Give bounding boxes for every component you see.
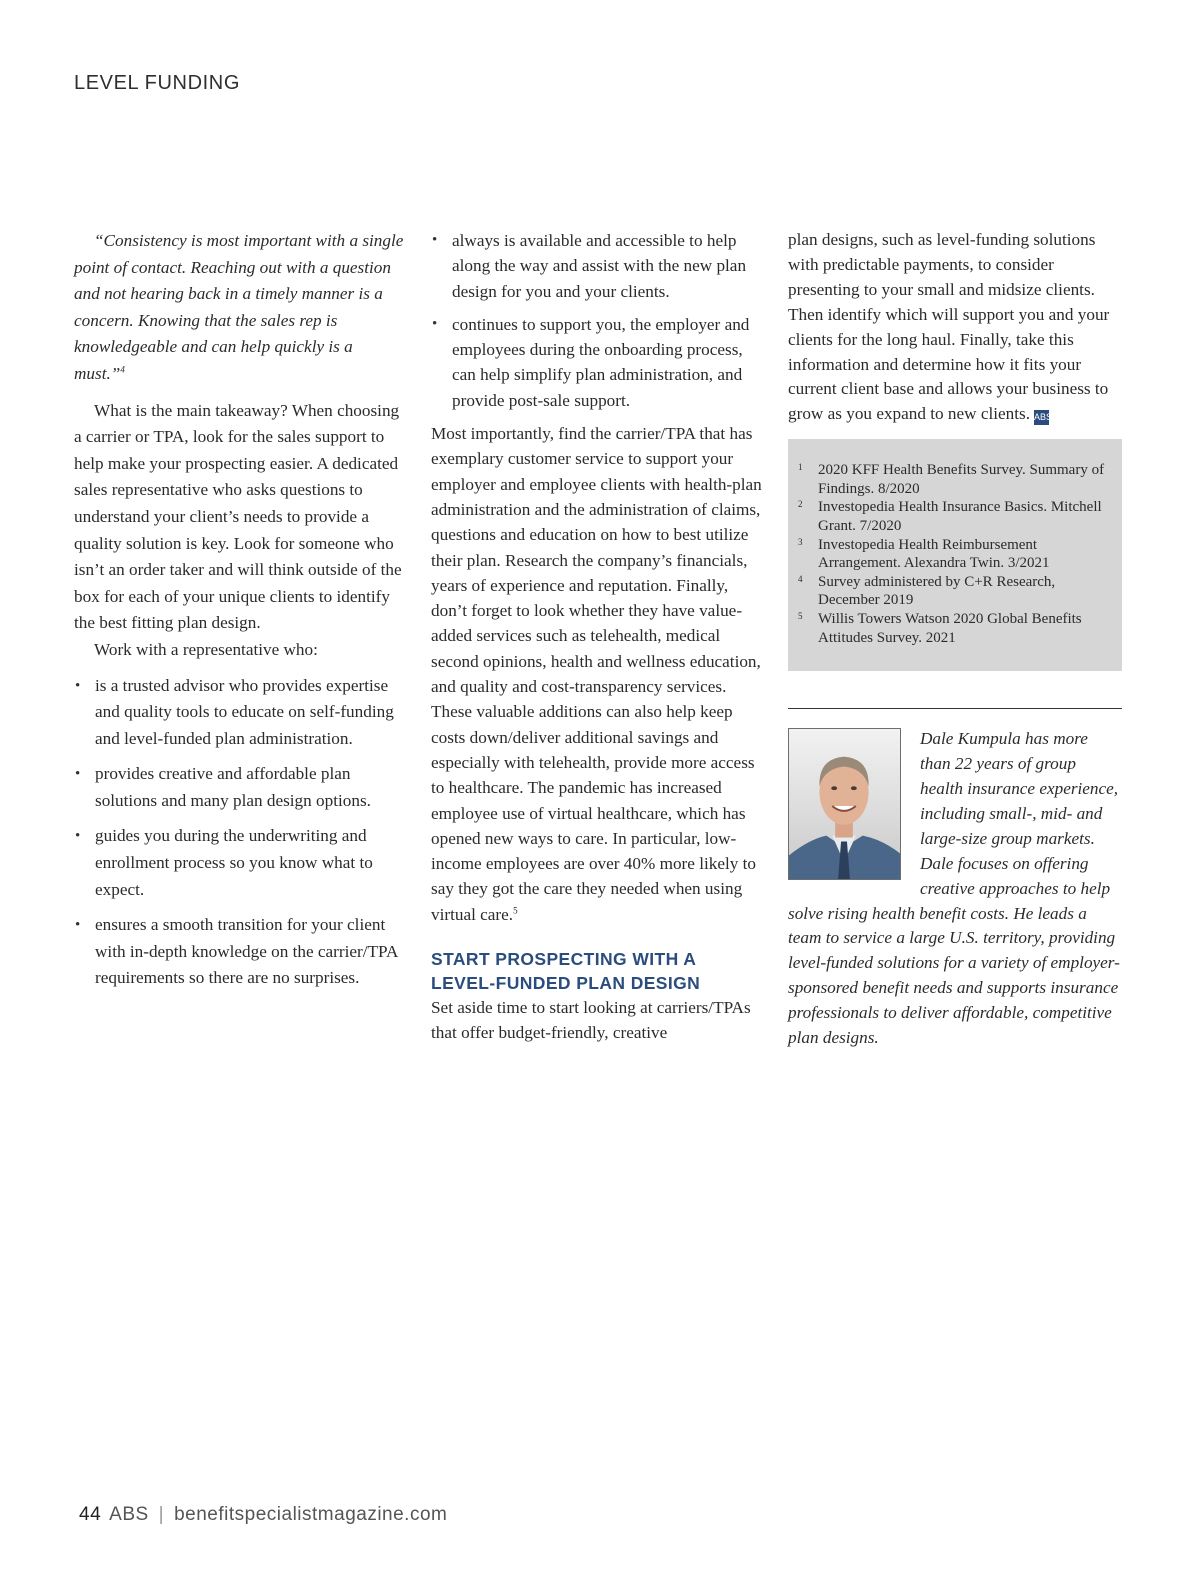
page-number: 44 bbox=[79, 1504, 102, 1525]
author-bio bbox=[788, 727, 1122, 1051]
publication-name: ABS bbox=[109, 1504, 149, 1525]
footnote bbox=[798, 536, 1112, 573]
column-3 bbox=[788, 228, 1122, 1051]
section-label: LEVEL FUNDING bbox=[74, 72, 240, 94]
list-item: • guides you during the underwriting and enrollment process so you know what to expect. bbox=[74, 823, 404, 903]
list-item: • continues to support you, the employer and employees during the onboarding process, can help simplify plan administration, and provide post-sale support. bbox=[431, 312, 763, 413]
footnote-text: 2020 KFF Health Benefits Survey. Summary of Findings. 8/2020 bbox=[818, 462, 1105, 497]
body-paragraph bbox=[431, 421, 763, 927]
list-item: • ensures a smooth transition for your client with in-depth knowledge on the carrier/TPA requirements so there are no surprises. bbox=[74, 912, 404, 992]
footer-separator: | bbox=[158, 1504, 165, 1525]
website-link[interactable]: benefitspecialistmagazine.com bbox=[174, 1504, 448, 1525]
footnote-text: Investopedia Health Insurance Basics. Mitchell Grant. 7/2020 bbox=[818, 499, 1102, 535]
page-footer bbox=[79, 1504, 447, 1526]
divider bbox=[788, 708, 1122, 709]
list-item: • always is available and accessible to help along the way and assist with the new plan design for you and your clients. bbox=[431, 228, 763, 304]
footnote bbox=[798, 461, 1112, 498]
body-paragraph: Work with a representative who: bbox=[94, 639, 318, 659]
body-text: Most importantly, find the carrier/TPA that has exemplary customer service to support your employer and employee clients with health-plan administration and the administration of claims, questions and education on how to best utilize their plan. Research the company’s financials, years of experience and reputation. Finally, don’t forget to look whether they have value-added services such as telehealth, medical second opinions, health and wellness education, and quality and cost-transparency services. These valuable additions can also help keep costs down/deliver additional savings and especially with telehealth, provide more access to healthcare. The pandemic has increased employee use of virtual healthcare, which has opened new ways to care. In particular, low-income employees are over 40% more likely to say they got the care they needed when using virtual care. bbox=[431, 424, 762, 924]
footnote-text: Survey administered by C+R Research, December 2019 bbox=[818, 573, 1056, 609]
footnote-number: 5 bbox=[798, 611, 803, 621]
bullet-list bbox=[74, 673, 404, 993]
footnote bbox=[798, 610, 1112, 647]
body-paragraph: What is the main takeaway? When choosing a carrier or TPA, look for the sales support to help make your prospecting easier. A dedicated sales representative who asks questions to understand your client’s needs to provide a quality solution is key. Look for someone who isn’t an order taker and will think outside of the box for each of your unique clients to identify the best fitting plan design. bbox=[74, 400, 402, 633]
column-2 bbox=[431, 228, 763, 1046]
footnote-ref: 5 bbox=[513, 904, 518, 915]
pull-quote bbox=[74, 228, 404, 388]
list-item: • provides creative and affordable plan solutions and many plan design options. bbox=[74, 761, 404, 814]
body-paragraph bbox=[788, 228, 1122, 427]
footnote-text: Investopedia Health Reimbursement Arrangement. Alexandra Twin. 3/2021 bbox=[818, 536, 1050, 572]
body-paragraph: Set aside time to start looking at carriers/TPAs that offer budget-friendly, creative bbox=[431, 998, 751, 1043]
footnote-text: Willis Towers Watson 2020 Global Benefits Attitudes Survey. 2021 bbox=[818, 611, 1082, 646]
footnote-number: 2 bbox=[798, 499, 803, 510]
footnote-number: 4 bbox=[798, 573, 803, 584]
bullet-list bbox=[431, 228, 763, 413]
footnote-number: 3 bbox=[798, 536, 803, 547]
end-mark-icon: ABS bbox=[1034, 410, 1049, 425]
footnote bbox=[798, 498, 1112, 535]
author-photo bbox=[788, 728, 901, 880]
body-text: plan designs, such as level-funding solutions with predictable payments, to consider presenting to your small and midsize clients. Then identify which will support you and your clients for the long haul. Finally, take this information and determine how it fits your current client base and allows your business to grow as you expand to new clients. bbox=[788, 230, 1110, 424]
list-item: • is a trusted advisor who provides expertise and quality tools to educate on self-funding and level-funded plan administration. bbox=[74, 673, 404, 753]
author-bio-text: Dale Kumpula has more than 22 years of group health insurance experience, including small-, mid- and large-size group markets. Dale focuses on offering creative approaches to help solve rising health benefit costs. He leads a team to service a large U.S. territory, providing level-funded solutions for a variety of employer-sponsored benefit needs and supports insurance professionals to deliver affordable, competitive plan designs. bbox=[788, 729, 1120, 1048]
footnote-number: 1 bbox=[798, 462, 803, 473]
portrait-icon bbox=[789, 729, 900, 879]
column-1 bbox=[74, 228, 404, 1001]
footnote bbox=[798, 573, 1112, 610]
footnote-ref: 4 bbox=[120, 364, 125, 375]
footnotes-box bbox=[788, 439, 1122, 671]
subheading: START PROSPECTING WITH A LEVEL-FUNDED PLAN DESIGN bbox=[431, 949, 701, 994]
pull-quote-text: “Consistency is most important with a single point of contact. Reaching out with a question and not hearing back in a timely manner is a concern. Knowing that the sales rep is knowledgeable and can help quickly is a must.” bbox=[74, 231, 404, 383]
